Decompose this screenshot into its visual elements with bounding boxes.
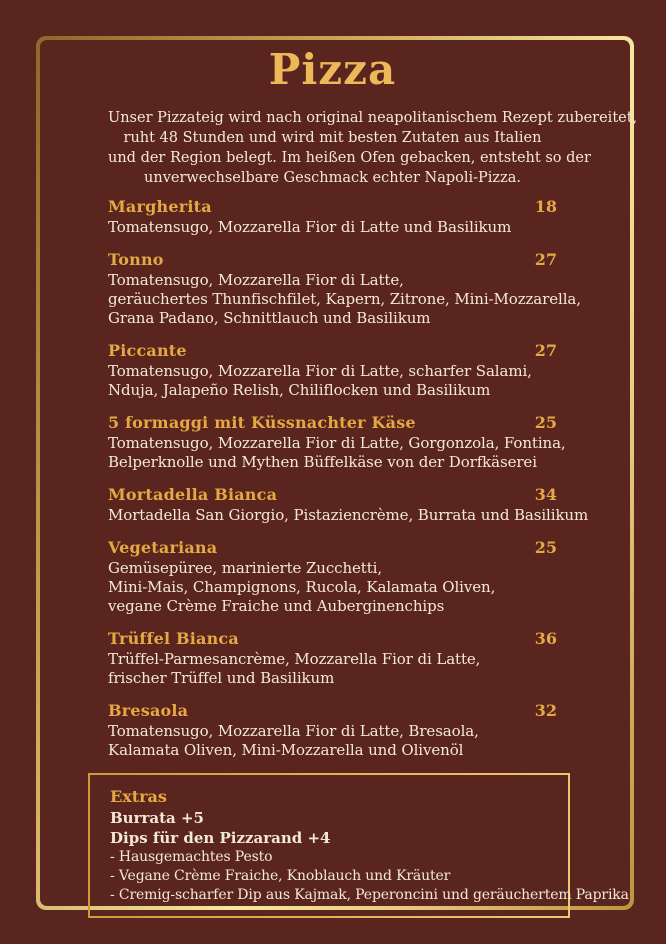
menu-item-header bbox=[108, 538, 557, 558]
intro-line: Unser Pizzateig wird nach original neapolitanischem Rezept zubereitet, bbox=[108, 110, 638, 126]
item-name: Bresaola bbox=[108, 701, 189, 720]
menu-item bbox=[108, 485, 589, 525]
item-desc-line: Kalamata Oliven, Mini-Mozzarella und Olivenöl bbox=[108, 741, 464, 759]
item-desc bbox=[108, 650, 557, 688]
item-name: 5 formaggi mit Küssnachter Käse bbox=[108, 413, 416, 432]
menu-item-header bbox=[108, 250, 557, 270]
extras-option-lines bbox=[110, 848, 629, 905]
menu-item bbox=[108, 538, 557, 616]
item-price: 27 bbox=[534, 250, 557, 269]
item-desc-line: frischer Trüffel und Basilikum bbox=[108, 669, 335, 687]
item-desc bbox=[108, 559, 557, 616]
item-desc bbox=[108, 218, 557, 237]
item-desc bbox=[108, 722, 557, 760]
extras-bold-lines bbox=[110, 809, 550, 848]
item-desc-line: Mini-Mais, Champignons, Rucola, Kalamata Oliven, bbox=[108, 578, 496, 596]
menu-item-header bbox=[108, 413, 557, 433]
menu-item-header bbox=[108, 485, 557, 505]
intro-line: ruht 48 Stunden und wird mit besten Zutaten aus Italien bbox=[123, 130, 542, 146]
page-title: Pizza bbox=[268, 45, 397, 94]
item-price: 36 bbox=[534, 629, 557, 648]
menu-item bbox=[108, 341, 557, 400]
intro-line: unverwechselbare Geschmack echter Napoli-Pizza. bbox=[144, 170, 521, 186]
menu-item-header bbox=[108, 341, 557, 361]
item-desc-line: Grana Padano, Schnittlauch und Basilikum bbox=[108, 309, 431, 327]
intro-line: und der Region belegt. Im heißen Ofen gebacken, entsteht so der bbox=[108, 150, 591, 166]
extras-option-line: - Hausgemachtes Pesto bbox=[110, 849, 273, 865]
item-price: 18 bbox=[534, 197, 557, 216]
menu-content bbox=[108, 0, 638, 918]
extras-box bbox=[88, 773, 629, 918]
item-name: Piccante bbox=[108, 341, 187, 360]
item-desc-line: Tomatensugo, Mozzarella Fior di Latte, bbox=[108, 271, 404, 289]
item-desc-line: Belperknolle und Mythen Büffelkäse von der Dorfkäserei bbox=[108, 453, 537, 471]
item-desc-line: Trüffel-Parmesancrème, Mozzarella Fior di Latte, bbox=[108, 650, 481, 668]
menu-item-header bbox=[108, 197, 557, 217]
intro-paragraph bbox=[108, 108, 638, 188]
item-name: Margherita bbox=[108, 197, 212, 216]
item-name: Trüffel Bianca bbox=[108, 629, 239, 648]
extras-bold-line: Dips für den Pizzarand +4 bbox=[110, 828, 331, 847]
menu-item-list bbox=[108, 197, 589, 760]
item-desc-line: Tomatensugo, Mozzarella Fior di Latte, Bresaola, bbox=[108, 722, 479, 740]
menu-item bbox=[108, 197, 557, 237]
item-desc bbox=[108, 362, 557, 400]
item-desc-line: Tomatensugo, Mozzarella Fior di Latte, scharfer Salami, bbox=[108, 362, 532, 380]
item-price: 25 bbox=[534, 538, 557, 557]
item-desc-line: geräuchertes Thunfischfilet, Kapern, Zitrone, Mini-Mozzarella, bbox=[108, 290, 581, 308]
menu-item-header bbox=[108, 701, 557, 721]
extras-option-line: - Cremig-scharfer Dip aus Kajmak, Peperoncini und geräuchertem Paprika bbox=[110, 887, 629, 903]
item-desc bbox=[108, 506, 589, 525]
menu-item bbox=[108, 413, 566, 472]
item-desc-line: Tomatensugo, Mozzarella Fior di Latte und Basilikum bbox=[108, 218, 512, 236]
item-price: 27 bbox=[534, 341, 557, 360]
item-desc bbox=[108, 434, 566, 472]
item-name: Tonno bbox=[108, 250, 164, 269]
extras-title: Extras bbox=[110, 787, 167, 806]
menu-item-header bbox=[108, 629, 557, 649]
menu-item bbox=[108, 250, 581, 328]
item-desc-line: Tomatensugo, Mozzarella Fior di Latte, Gorgonzola, Fontina, bbox=[108, 434, 566, 452]
extras-bold-line: Burrata +5 bbox=[110, 809, 204, 827]
item-price: 32 bbox=[534, 701, 557, 720]
item-desc-line: Nduja, Jalapeño Relish, Chiliflocken und Basilikum bbox=[108, 381, 491, 399]
item-desc-line: vegane Crème Fraiche und Auberginenchips bbox=[108, 597, 445, 615]
menu-item bbox=[108, 701, 557, 760]
item-name: Vegetariana bbox=[108, 538, 218, 557]
item-name: Mortadella Bianca bbox=[108, 485, 278, 504]
extras-option-line: - Vegane Crème Fraiche, Knoblauch und Kräuter bbox=[110, 868, 451, 884]
menu-item bbox=[108, 629, 557, 688]
item-price: 25 bbox=[534, 413, 557, 432]
item-desc-line: Gemüsepüree, marinierte Zucchetti, bbox=[108, 559, 382, 577]
item-price: 34 bbox=[534, 485, 557, 504]
item-desc-line: Mortadella San Giorgio, Pistaziencrème, Burrata und Basilikum bbox=[108, 506, 589, 524]
item-desc bbox=[108, 271, 581, 328]
